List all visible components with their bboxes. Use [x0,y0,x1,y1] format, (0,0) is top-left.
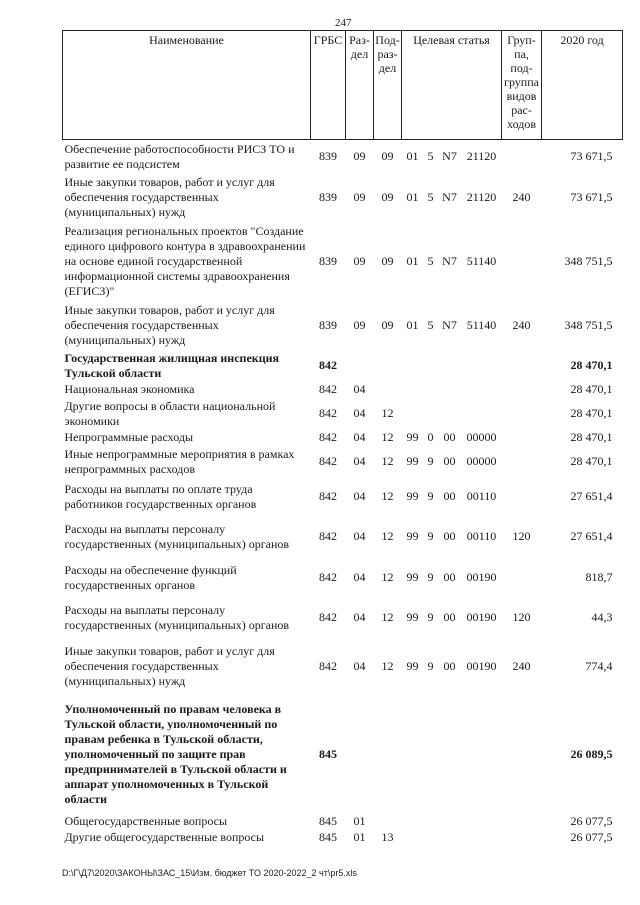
row-target-direction: 00 [443,659,456,673]
row-target-code: 21120 [466,190,497,204]
row-name: Национальная экономика [64,382,195,396]
row-grbs: 842 [319,529,337,543]
row-target-code: 21120 [466,149,497,164]
table-row [63,516,623,558]
row-grbs: 842 [319,358,337,372]
row-target-program [402,696,424,814]
row-podrazdel: 12 [381,659,394,673]
row-target-code [462,382,502,398]
row-amount: 44,3 [591,610,613,624]
row-target-direction [438,830,462,846]
table-row [63,598,623,638]
row-razdel: 04 [353,570,366,584]
row-target-code [462,350,502,382]
row-razdel: 04 [353,610,366,624]
row-target-program [402,350,424,382]
row-target-program: 99 [406,570,419,584]
row-target-code: 00190 [466,610,497,624]
row-expense-group [502,350,542,382]
row-expense-group [502,478,542,516]
row-grbs: 842 [319,659,337,673]
row-target-code: 00190 [466,659,497,673]
row-target-program: 99 [406,430,419,444]
row-target-subprogram: 5 [427,190,434,204]
row-target-program: 99 [406,454,419,468]
row-name: Расходы на обеспечение функций государственных органов [64,562,237,592]
row-grbs: 842 [319,570,337,584]
row-podrazdel [374,696,402,814]
header-target-article: Целевая статья [402,31,502,140]
row-razdel: 09 [353,318,366,332]
row-name: Обеспечение работоспособности РИСЗ ТО и развитие ее подсистем [64,141,295,171]
row-amount: 26 077,5 [570,830,613,844]
row-target-code: 00000 [466,454,497,468]
row-razdel: 04 [353,406,366,420]
row-target-direction: N7 [442,318,457,332]
row-razdel: 04 [353,430,366,444]
row-name: Уполномоченный по правам человека в Тульской области, уполномоченный по правам ребенка в Тульской области, уполномоченный по защите прав предпринимателей в Тульской области и аппарат уполномоченных в Тульской области [64,702,287,806]
row-grbs: 839 [319,190,337,204]
row-podrazdel: 09 [381,149,394,164]
row-target-code [462,830,502,846]
row-razdel: 09 [353,254,366,268]
table-row [63,638,623,696]
row-amount: 28 470,1 [570,430,613,444]
row-grbs: 842 [319,430,337,444]
row-name: Расходы на выплаты персоналу государственных (муниципальных) органов [64,521,290,551]
row-expense-group [502,446,542,478]
table-row [63,558,623,598]
header-name: Наименование [63,31,311,140]
row-expense-group [502,140,542,174]
row-target-direction: N7 [442,149,457,164]
row-expense-group [502,814,542,830]
row-expense-group [502,430,542,446]
header-razdel: Раз- дел [346,31,374,140]
row-target-subprogram [424,696,438,814]
row-podrazdel: 12 [381,406,394,420]
row-podrazdel [374,382,402,398]
row-razdel: 01 [353,814,366,828]
row-target-subprogram: 9 [427,529,434,543]
row-name: Общегосударственные вопросы [64,814,228,828]
row-target-code [462,398,502,430]
row-expense-group [502,696,542,814]
row-grbs: 842 [319,610,337,624]
row-name: Иные закупки товаров, работ и услуг для обеспечения государственных (муниципальных) нужд [64,303,275,347]
row-grbs: 839 [319,149,337,164]
file-path-footer: D:\Г\Д7\2020\ЗАКОНЫ\ЗАС_15\Изм. бюджет ТО 2020-2022_2 чт\pr5.xls [62,868,357,878]
row-target-subprogram: 0 [427,430,434,444]
row-podrazdel: 12 [381,570,394,584]
row-podrazdel: 12 [381,610,394,624]
row-target-subprogram: 5 [427,254,434,268]
row-expense-group: 240 [512,659,531,673]
row-target-direction: N7 [442,254,457,268]
row-name: Иные закупки товаров, работ и услуг для обеспечения государственных (муниципальных) нужд [64,175,275,219]
row-amount: 26 089,5 [570,747,613,761]
row-expense-group [502,398,542,430]
table-row [63,478,623,516]
row-razdel: 04 [353,382,366,396]
row-target-subprogram [424,398,438,430]
table-row [63,398,623,430]
row-target-code: 00110 [466,529,497,543]
row-grbs: 839 [319,318,337,332]
row-name: Другие общегосударственные вопросы [64,830,265,844]
row-amount: 73 671,5 [570,190,613,204]
row-target-program [402,398,424,430]
row-grbs: 845 [319,747,337,761]
row-target-direction: N7 [442,190,457,204]
row-target-direction: 00 [443,610,456,624]
row-razdel [346,350,374,382]
header-year: 2020 год [542,31,623,140]
row-target-program: 01 [406,190,419,204]
row-podrazdel [374,814,402,830]
row-target-subprogram [424,830,438,846]
table-header-row [63,31,623,140]
row-target-direction [438,382,462,398]
row-target-subprogram [424,814,438,830]
row-target-direction [438,696,462,814]
row-target-direction [438,814,462,830]
row-podrazdel: 12 [381,489,394,503]
row-amount: 774,4 [585,659,613,673]
table-row [63,382,623,398]
row-target-program [402,830,424,846]
table-row [63,430,623,446]
row-name: Иные закупки товаров, работ и услуг для обеспечения государственных (муниципальных) нужд [64,644,275,688]
row-target-program: 01 [406,149,419,164]
table-row [63,814,623,830]
row-razdel: 04 [353,659,366,673]
row-expense-group [502,830,542,846]
header-grbs: ГРБС [311,31,346,140]
row-target-program: 99 [406,610,419,624]
row-grbs: 842 [319,454,337,468]
row-target-program: 01 [406,254,419,268]
row-amount: 26 077,5 [570,814,613,828]
row-target-program: 99 [406,659,419,673]
budget-table [62,30,623,846]
row-target-direction [438,398,462,430]
row-name: Государственная жилищная инспекция Тульской области [64,350,280,380]
row-podrazdel: 09 [381,190,394,204]
row-target-subprogram: 9 [427,659,434,673]
row-target-direction: 00 [443,529,456,543]
table-body [63,140,623,846]
row-name: Реализация региональных проектов "Создание единого цифрового контура в здравоохранении на основе единой государственной информационной системы здравоохранения (ЕГИСЗ)" [64,224,306,298]
row-target-direction [438,350,462,382]
row-target-code: 51140 [466,254,497,268]
row-amount: 73 671,5 [570,149,613,164]
table-row [63,222,623,302]
table-row [63,140,623,174]
row-target-code [462,696,502,814]
row-name: Непрограммные расходы [64,430,194,444]
row-target-subprogram: 9 [427,610,434,624]
row-target-program [402,382,424,398]
table-row [63,696,623,814]
row-expense-group: 240 [512,190,531,204]
row-podrazdel: 12 [381,529,394,543]
row-target-direction: 00 [443,489,456,503]
header-expense-group: Груп- па, под- группа видов рас- ходов [502,31,542,140]
row-razdel: 04 [353,454,366,468]
table-row [63,446,623,478]
row-target-subprogram: 9 [427,454,434,468]
row-amount: 27 651,4 [570,489,613,503]
row-razdel: 04 [353,529,366,543]
row-target-program: 99 [406,489,419,503]
row-expense-group: 120 [512,529,531,543]
row-target-code: 00110 [466,489,497,503]
row-grbs: 845 [319,814,337,828]
row-expense-group: 240 [512,318,531,332]
row-podrazdel: 09 [381,254,394,268]
header-podrazdel: Под- раз- дел [374,31,402,140]
row-target-direction: 00 [443,454,456,468]
row-amount: 28 470,1 [570,358,613,372]
row-target-code: 00000 [466,430,497,444]
table-row [63,350,623,382]
row-target-program: 99 [406,529,419,543]
row-target-code: 51140 [466,318,497,332]
row-target-direction: 00 [443,570,456,584]
row-expense-group: 120 [512,610,531,624]
table-row [63,302,623,350]
row-podrazdel: 12 [381,454,394,468]
row-target-subprogram [424,350,438,382]
row-grbs: 845 [319,830,337,844]
row-podrazdel: 12 [381,430,394,444]
row-name: Иные непрограммные мероприятия в рамках непрограммных расходов [64,446,295,476]
row-target-subprogram: 5 [427,149,434,164]
row-target-code: 00190 [466,570,497,584]
row-amount: 27 651,4 [570,529,613,543]
row-name: Другие вопросы в области национальной экономики [64,398,276,428]
row-name: Расходы на выплаты по оплате труда работников государственных органов [64,481,257,511]
row-grbs: 839 [319,254,337,268]
row-podrazdel [374,350,402,382]
row-grbs: 842 [319,382,337,396]
row-target-subprogram: 9 [427,489,434,503]
row-amount: 28 470,1 [570,382,613,396]
row-grbs: 842 [319,489,337,503]
row-razdel: 09 [353,149,366,164]
row-amount: 28 470,1 [570,406,613,420]
row-name: Расходы на выплаты персоналу государственных (муниципальных) органов [64,602,290,632]
row-podrazdel: 09 [381,318,394,332]
row-expense-group [502,382,542,398]
row-grbs: 842 [319,406,337,420]
row-amount: 348 751,5 [564,254,613,268]
table-row [63,174,623,222]
row-target-program: 01 [406,318,419,332]
page-number: 247 [335,17,352,29]
row-amount: 348 751,5 [564,318,613,332]
row-razdel [346,696,374,814]
row-razdel: 04 [353,489,366,503]
row-expense-group [502,222,542,302]
row-amount: 28 470,1 [570,454,613,468]
row-razdel: 09 [353,190,366,204]
row-target-code [462,814,502,830]
row-podrazdel: 13 [381,830,394,844]
row-target-direction: 00 [443,430,456,444]
row-target-subprogram: 9 [427,570,434,584]
row-target-subprogram: 5 [427,318,434,332]
table-row [63,830,623,846]
row-razdel: 01 [353,830,366,844]
row-target-subprogram [424,382,438,398]
row-amount: 818,7 [585,570,613,584]
row-target-program [402,814,424,830]
row-expense-group [502,558,542,598]
